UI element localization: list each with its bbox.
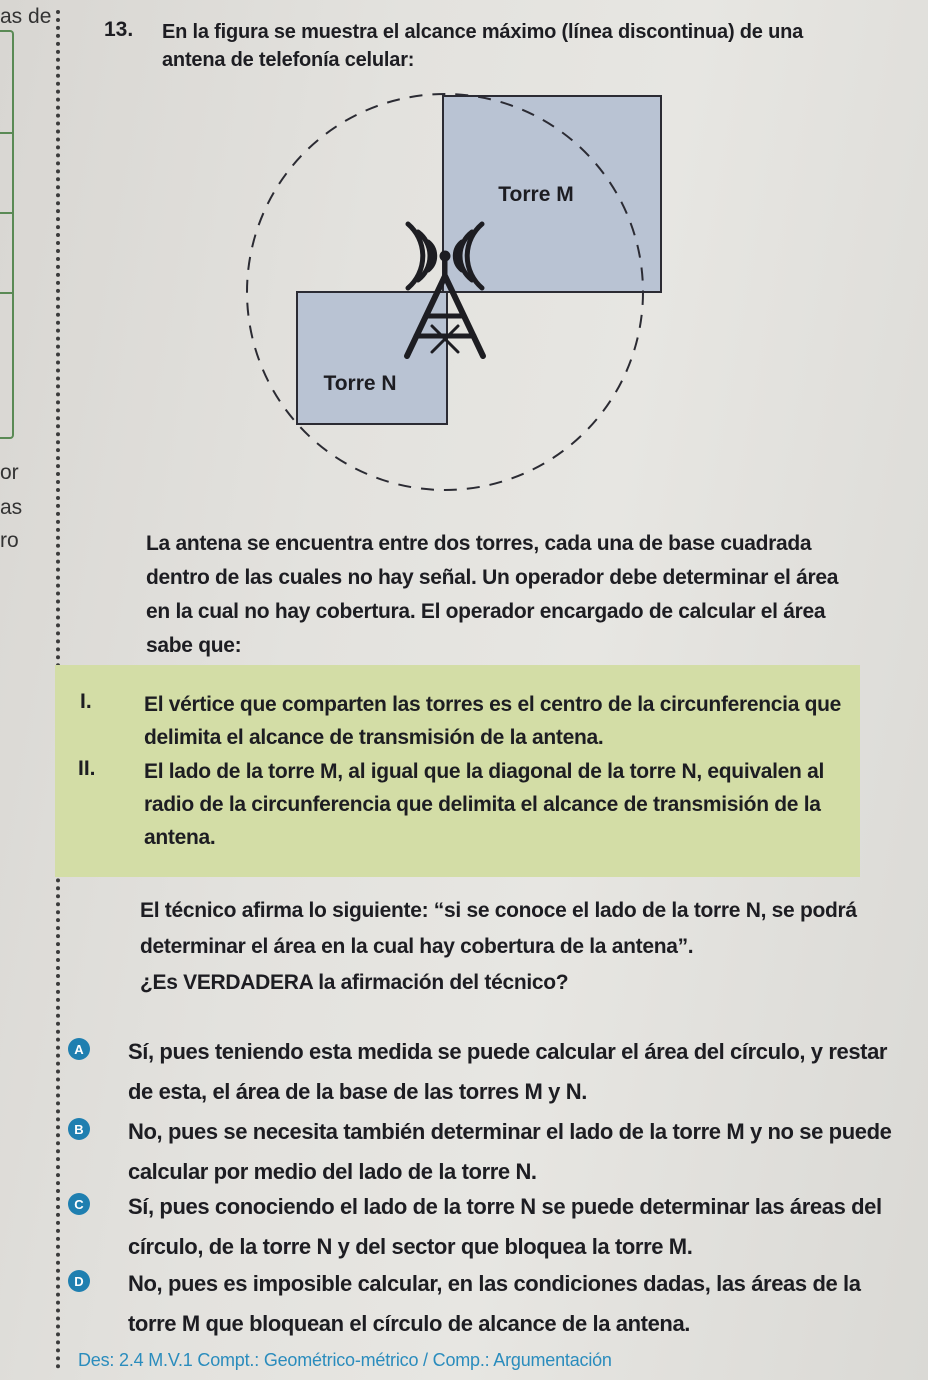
tower-n-square bbox=[297, 292, 447, 424]
question-number: 13. bbox=[104, 18, 134, 41]
antenna-figure bbox=[200, 80, 700, 500]
option-text: No, pues se necesita también determinar el lado de la torre M y no se puede calcular por medio del lado de la torre N. bbox=[128, 1119, 892, 1184]
option-letter-badge: C bbox=[68, 1193, 90, 1215]
margin-fragment: as bbox=[0, 496, 23, 519]
question-text: En la figura se muestra el alcance máximo (línea discontinua) de una antena de telefonía celular: bbox=[162, 21, 804, 71]
problem-paragraph: La antena se encuentra entre dos torres, cada una de base cuadrada dentro de las cuales no hay señal. Un operador debe determinar el área en la cual no hay cobertura. El operador encargado de calcular el área sabe que: bbox=[146, 532, 839, 657]
margin-fragment: as de bbox=[0, 5, 52, 28]
competency-footer: Des: 2.4 M.V.1 Compt.: Geométrico-métrico / Comp.: Argumentación bbox=[78, 1350, 612, 1370]
option-letter-badge: B bbox=[68, 1118, 90, 1140]
technician-question: ¿Es VERDADERA la afirmación del técnico? bbox=[140, 971, 569, 994]
antenna-diagram bbox=[200, 80, 700, 500]
statement-text: El vértice que comparten las torres es el centro de la circunferencia que delimita el alcance de transmisión de la antena. bbox=[144, 693, 842, 749]
option-text: Sí, pues teniendo esta medida se puede calcular el área del círculo, y restar de esta, el área de la base de las torres M y N. bbox=[128, 1039, 888, 1104]
statement-number: II. bbox=[78, 757, 96, 780]
margin-fragment: ro bbox=[0, 529, 19, 552]
tower-m-label: Torre M bbox=[498, 183, 574, 206]
option-text: No, pues es imposible calcular, en las condiciones dadas, las áreas de la torre M que bloquean el círculo de alcance de la antena. bbox=[128, 1271, 861, 1336]
margin-table-fragment bbox=[0, 30, 14, 439]
technician-claim: El técnico afirma lo siguiente: “si se conoce el lado de la torre N, se podrá determinar el área en la cual hay cobertura de la antena”. bbox=[140, 899, 857, 958]
option-letter-badge: D bbox=[68, 1270, 90, 1292]
technician-statement bbox=[140, 893, 865, 1001]
option-text: Sí, pues conociendo el lado de la torre N se puede determinar las áreas del círculo, de la torre N y del sector que bloquea la torre M. bbox=[128, 1194, 882, 1259]
option-letter-badge: A bbox=[68, 1038, 90, 1060]
tower-n-label: Torre N bbox=[323, 372, 397, 395]
margin-fragment: or bbox=[0, 461, 19, 484]
statement-text: El lado de la torre M, al igual que la diagonal de la torre N, equivalen al radio de la circunferencia que delimita el alcance de transmisión de la antena. bbox=[144, 760, 825, 849]
statement-number: I. bbox=[80, 690, 92, 713]
